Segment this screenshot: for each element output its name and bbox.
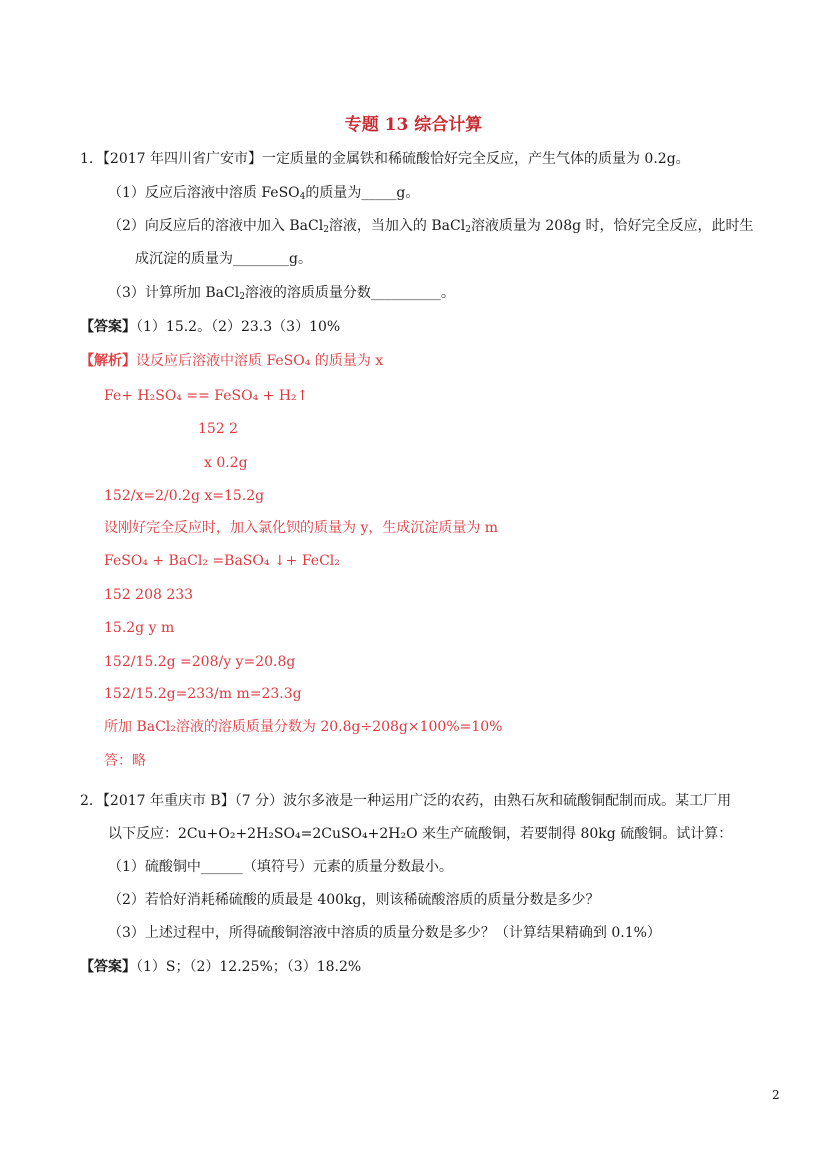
q2-stem: 2．【2017 年重庆市 B】（7 分）波尔多液是一种运用广泛的农药，由熟石灰和硫酸铜配制而成。某工厂用 [80, 793, 732, 809]
q2-part2: （2）若恰好消耗稀硫酸的质最是 400kg，则该稀硫酸溶质的质量分数是多少？ [108, 892, 600, 908]
q1-eq1: Fe+ H₂SO₄ == FeSO₄ + H₂↑ [104, 388, 309, 404]
q2-stem-cont: 以下反应：2Cu+O₂+2H₂SO₄=2CuSO₄+2H₂O 来生产硫酸铜，若要制得 80kg 硫酸铜。试计算： [108, 826, 733, 842]
q1-part2: （2）向反应后的溶液中加入 BaCl$_2$溶液，当加入的 BaCl$_2$溶液质量为 208g 时，恰好完全反应，此时生 [108, 218, 754, 235]
q1-eq10: 152/15.2g=233/m m=23.3g [104, 686, 302, 702]
q2-part1: （1）硫酸铜中______（填符号）元素的质量分数最小。 [108, 859, 453, 875]
q1-eq8: 15.2g y m [104, 620, 175, 636]
q1-eq2: 152 2 [198, 421, 239, 437]
q1-eq5: 设刚好完全反应时，加入氯化钡的质量为 y，生成沉淀质量为 m [104, 520, 499, 536]
q1-stem: 1．【2017 年四川省广安市】一定质量的金属铁和稀硫酸恰好完全反应，产生气体的质量为 0.2g。 [80, 151, 690, 167]
q1-analysis: 【解析】设反应后溶液中溶质 FeSO₄ 的质量为 x [80, 353, 384, 369]
page-number: 2 [772, 1088, 780, 1102]
q1-eq9: 152/15.2g =208/y y=20.8g [104, 654, 296, 670]
q1-part2-cont: 成沉淀的质量为________g。 [135, 251, 312, 267]
q1-eq12: 答：略 [104, 753, 146, 769]
q1-part3: （3）计算所加 BaCl$_2$溶液的溶质质量分数__________。 [108, 285, 455, 302]
q2-answer: 【答案】（1）S；（2）12.25%；（3）18.2% [80, 959, 362, 975]
q1-eq3: x 0.2g [204, 455, 248, 471]
q1-eq6: FeSO₄ + BaCl₂ =BaSO₄ ↓+ FeCl₂ [104, 553, 340, 569]
q1-answer: 【答案】（1）15.2。（2）23.3（3）10% [80, 319, 341, 335]
q1-eq4: 152/x=2/0.2g x=15.2g [104, 488, 265, 504]
q1-part1: （1）反应后溶液中溶质 FeSO$_4$的质量为_____g。 [108, 185, 420, 202]
page-title: 专题 13 综合计算 [344, 115, 483, 135]
q1-eq7: 152 208 233 [104, 587, 194, 603]
q1-eq11: 所加 BaCl₂溶液的溶质质量分数为 20.8g÷208g×100%=10% [104, 719, 503, 735]
q2-part3: （3）上述过程中，所得硫酸铜溶液中溶质的质量分数是多少？（计算结果精确到 0.1%） [108, 925, 661, 941]
